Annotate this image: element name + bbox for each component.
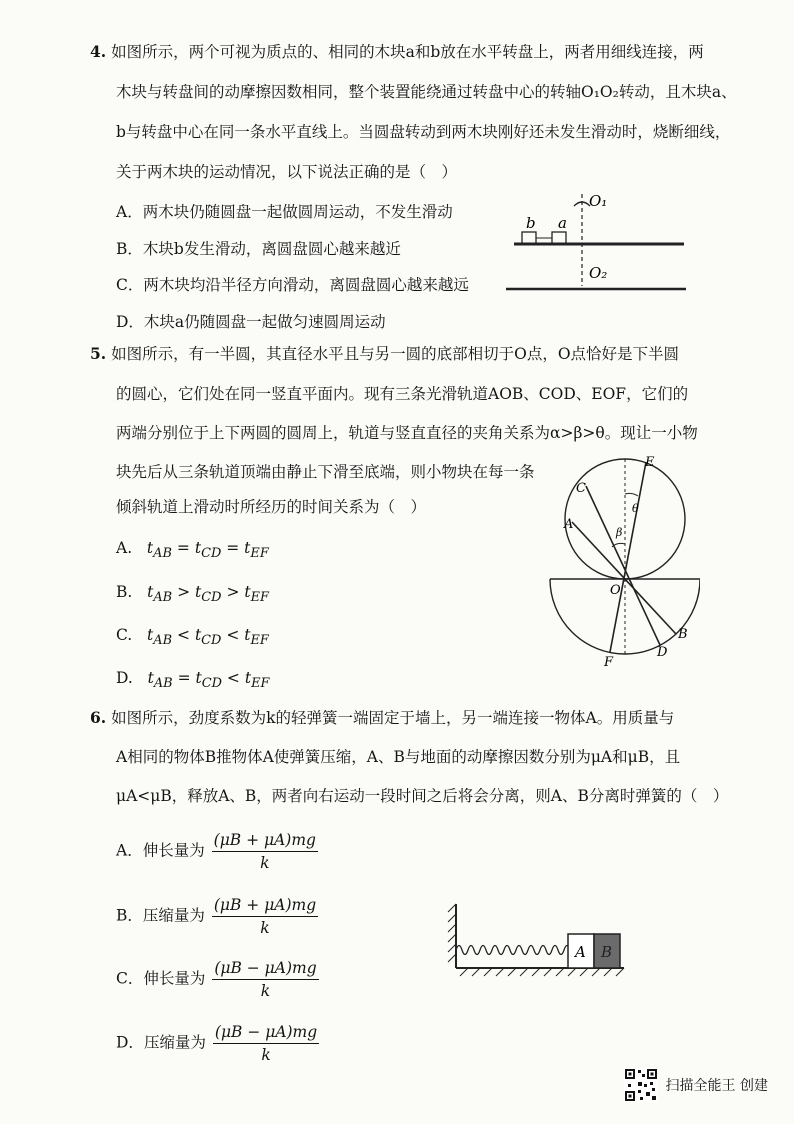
q4-stem-line-1: 如图所示，两个可视为质点的、相同的木块a和b放在水平转盘上，两者用细线连接，两 bbox=[111, 43, 704, 61]
label-O: O bbox=[610, 583, 621, 598]
label-A: A bbox=[564, 517, 574, 532]
q4-option-b: B．木块b发生滑动，离圆盘圆心越来越近 bbox=[116, 240, 401, 258]
q4-stem-line-3: b与转盘中心在同一条水平直线上。当圆盘转动到两木块刚好还未发生滑动时，烧断细线， bbox=[116, 123, 731, 141]
label-E: E bbox=[645, 455, 655, 470]
label-a: a bbox=[558, 214, 567, 232]
q6-line-1 bbox=[90, 708, 674, 728]
block-a bbox=[552, 232, 566, 244]
label-beta: β bbox=[616, 526, 623, 539]
q4-stem-line-2: 木块与转盘间的动摩擦因数相同，整个装置能绕通过转盘中心的转轴O₁O₂转动，且木块a、 bbox=[116, 83, 737, 101]
q5-line-1 bbox=[90, 344, 679, 364]
q5-option-b: B. $t_{AB} > t_{CD} > t_{EF}$ bbox=[116, 583, 269, 606]
label-B: B bbox=[601, 943, 613, 961]
label-B: B bbox=[678, 627, 688, 642]
q6-option-a: A．伸长量为 $\frac{(\mu B + \mu A)mg}{k}$ bbox=[116, 831, 316, 872]
scanner-watermark bbox=[624, 1068, 768, 1102]
q5-stem-line-1: 如图所示，有一半圆，其直径水平且与另一圆的底部相切于O点，O点恰好是下半圆 bbox=[111, 345, 680, 363]
q4-option-d: D．木块a仍随圆盘一起做匀速圆周运动 bbox=[116, 313, 386, 331]
q6-spring-figure bbox=[442, 898, 642, 978]
q6-stem-line-1: 如图所示，劲度系数为k的轻弹簧一端固定于墙上，另一端连接一物体A。用质量与 bbox=[111, 709, 675, 727]
track-COD bbox=[586, 486, 660, 645]
q6-option-d: D．压缩量为 $\frac{(\mu B - \mu A)mg}{k}$ bbox=[116, 1023, 318, 1064]
q4-option-a: A．两木块仍随圆盘一起做圆周运动，不发生滑动 bbox=[116, 203, 453, 221]
q4-stem-line-4: 关于两木块的运动情况，以下说法正确的是（ ） bbox=[116, 163, 458, 181]
q4-line-1 bbox=[90, 42, 704, 62]
q6-number: 6. bbox=[90, 708, 107, 727]
label-C: C bbox=[576, 481, 586, 496]
q5-stem-line-2: 的圆心，它们处在同一竖直平面内。现有三条光滑轨道AOB、COD、EOF，它们的 bbox=[116, 385, 689, 403]
block-b bbox=[522, 232, 536, 244]
spring bbox=[456, 946, 578, 955]
q5-option-a: A. $t_{AB} = t_{CD} = t_{EF}$ bbox=[116, 539, 269, 562]
track-EOF bbox=[610, 462, 646, 652]
q4-option-c: C．两木块均沿半径方向滑动，离圆盘圆心越来越远 bbox=[116, 276, 469, 294]
q5-stem-line-5: 倾斜轨道上滑动时所经历的时间关系为（ ） bbox=[116, 498, 427, 516]
q5-stem-line-3: 两端分别位于上下两圆的圆周上，轨道与竖直直径的夹角关系为α>β>θ。现让一小物 bbox=[116, 424, 698, 442]
q6-option-b: B．压缩量为 $\frac{(\mu B + \mu A)mg}{k}$ bbox=[116, 896, 317, 937]
watermark-text: 扫描全能王 创建 bbox=[665, 1078, 768, 1094]
q6-stem-line-2: A相同的物体B推物体A使弹簧压缩，A、B与地面的动摩擦因数分别为μA和μB，且 bbox=[116, 748, 681, 766]
q6-option-c: C．伸长量为 $\frac{(\mu B - \mu A)mg}{k}$ bbox=[116, 959, 317, 1000]
label-o1: O₁ bbox=[589, 192, 608, 210]
q5-circle-figure bbox=[540, 452, 700, 670]
qr-code-icon bbox=[624, 1068, 658, 1102]
q6-stem-line-3: μA<μB，释放A、B，两者向右运动一段时间之后将会分离，则A、B分离时弹簧的（ ） bbox=[116, 787, 729, 805]
label-D: D bbox=[657, 645, 668, 660]
label-o2: O₂ bbox=[589, 264, 608, 282]
label-b: b bbox=[526, 214, 536, 232]
q5-option-d: D. $t_{AB} = t_{CD} < t_{EF}$ bbox=[116, 669, 270, 692]
q4-number: 4. bbox=[90, 42, 107, 61]
label-A: A bbox=[575, 943, 586, 961]
q4-turntable-figure bbox=[500, 186, 730, 294]
label-theta: θ bbox=[632, 502, 639, 515]
q5-stem-line-4: 块先后从三条轨道顶端由静止下滑至底端，则小物块在每一条 bbox=[116, 463, 535, 481]
q5-option-c: C. $t_{AB} < t_{CD} < t_{EF}$ bbox=[116, 626, 269, 649]
label-F: F bbox=[604, 655, 614, 670]
q5-number: 5. bbox=[90, 344, 107, 363]
